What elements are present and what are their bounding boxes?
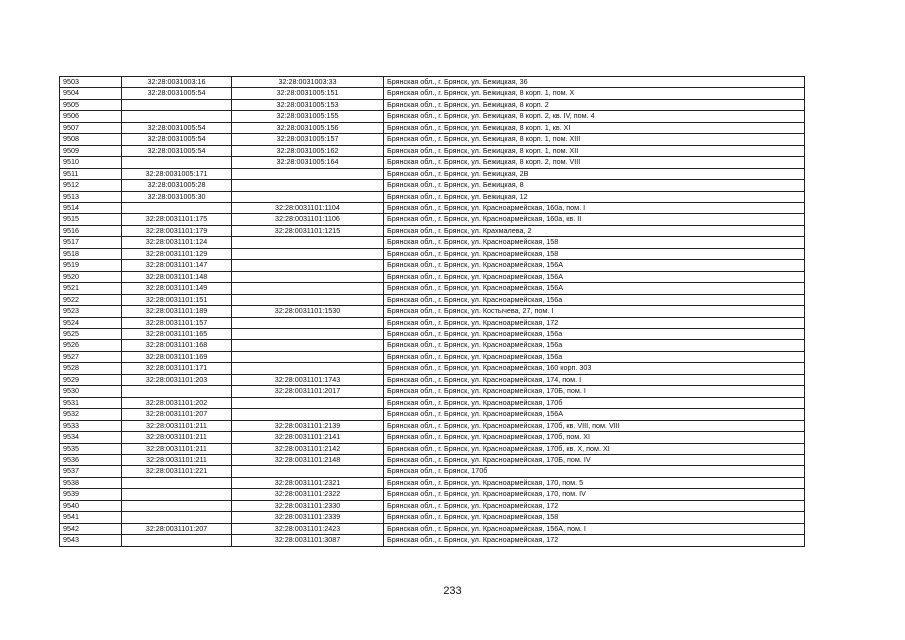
address-cell: Брянская обл., г. Брянск, ул. Бежицкая, 8 корп. 1, пом. XIII <box>384 134 805 145</box>
address-cell: Брянская обл., г. Брянск, ул. Бежицкая, 8 корп. 1, кв. XI <box>384 122 805 133</box>
table-row <box>60 466 805 477</box>
building-cadastral-number-cell: 32:28:0031005:151 <box>232 88 384 99</box>
land-cadastral-number-cell: 32:28:0031101:148 <box>122 271 232 282</box>
land-cadastral-number-cell: 32:28:0031003:16 <box>122 77 232 88</box>
building-cadastral-number-cell <box>232 191 384 202</box>
building-cadastral-number-cell: 32:28:0031005:156 <box>232 122 384 133</box>
land-cadastral-number-cell: 32:28:0031101:165 <box>122 328 232 339</box>
address-cell: Брянская обл., г. Брянск, 170б <box>384 466 805 477</box>
land-cadastral-number-cell: 32:28:0031101:189 <box>122 306 232 317</box>
row-number-cell: 9543 <box>60 535 122 546</box>
land-cadastral-number-cell: 32:28:0031101:168 <box>122 340 232 351</box>
land-cadastral-number-cell: 32:28:0031101:207 <box>122 409 232 420</box>
building-cadastral-number-cell <box>232 260 384 271</box>
table-row <box>60 180 805 191</box>
address-cell: Брянская обл., г. Брянск, ул. Бежицкая, 8 корп. 2, пом. VIII <box>384 157 805 168</box>
land-cadastral-number-cell: 32:28:0031101:211 <box>122 454 232 465</box>
row-number-cell: 9539 <box>60 489 122 500</box>
row-number-cell: 9505 <box>60 99 122 110</box>
table-row <box>60 237 805 248</box>
address-cell: Брянская обл., г. Брянск, ул. Бежицкая, 36 <box>384 77 805 88</box>
row-number-cell: 9517 <box>60 237 122 248</box>
table-row <box>60 145 805 156</box>
row-number-cell: 9512 <box>60 180 122 191</box>
address-cell: Брянская обл., г. Брянск, ул. Красноармейская, 170б, кв. VIII, пом. VIII <box>384 420 805 431</box>
row-number-cell: 9524 <box>60 317 122 328</box>
land-cadastral-number-cell: 32:28:0031101:203 <box>122 374 232 385</box>
row-number-cell: 9532 <box>60 409 122 420</box>
land-cadastral-number-cell <box>122 111 232 122</box>
land-cadastral-number-cell: 32:28:0031101:211 <box>122 420 232 431</box>
table-row <box>60 225 805 236</box>
address-cell: Брянская обл., г. Брянск, ул. Красноармейская, 160а, пом. I <box>384 202 805 213</box>
building-cadastral-number-cell: 32:28:0031101:2423 <box>232 523 384 534</box>
address-cell: Брянская обл., г. Брянск, ул. Красноармейская, 156А <box>384 260 805 271</box>
land-cadastral-number-cell: 32:28:0031101:169 <box>122 351 232 362</box>
row-number-cell: 9522 <box>60 294 122 305</box>
address-cell: Брянская обл., г. Брянск, ул. Красноармейская, 156А <box>384 283 805 294</box>
row-number-cell: 9520 <box>60 271 122 282</box>
building-cadastral-number-cell <box>232 340 384 351</box>
building-cadastral-number-cell: 32:28:0031101:2322 <box>232 489 384 500</box>
table-row <box>60 99 805 110</box>
building-cadastral-number-cell <box>232 283 384 294</box>
land-cadastral-number-cell: 32:28:0031101:149 <box>122 283 232 294</box>
address-cell: Брянская обл., г. Брянск, ул. Красноармейская, 160а, кв. II <box>384 214 805 225</box>
table-row <box>60 294 805 305</box>
table-row <box>60 432 805 443</box>
building-cadastral-number-cell <box>232 168 384 179</box>
address-cell: Брянская обл., г. Брянск, ул. Красноармейская, 172 <box>384 500 805 511</box>
row-number-cell: 9526 <box>60 340 122 351</box>
land-cadastral-number-cell <box>122 99 232 110</box>
building-cadastral-number-cell <box>232 271 384 282</box>
table-row <box>60 420 805 431</box>
table-row <box>60 77 805 88</box>
building-cadastral-number-cell: 32:28:0031101:2148 <box>232 454 384 465</box>
table-row <box>60 443 805 454</box>
row-number-cell: 9506 <box>60 111 122 122</box>
address-cell: Брянская обл., г. Брянск, ул. Бежицкая, 8 корп. 1, пом. XII <box>384 145 805 156</box>
row-number-cell: 9537 <box>60 466 122 477</box>
land-cadastral-number-cell: 32:28:0031101:202 <box>122 397 232 408</box>
address-cell: Брянская обл., г. Брянск, ул. Красноармейская, 172 <box>384 535 805 546</box>
land-cadastral-number-cell <box>122 512 232 523</box>
building-cadastral-number-cell: 32:28:0031005:157 <box>232 134 384 145</box>
row-number-cell: 9509 <box>60 145 122 156</box>
table-row <box>60 409 805 420</box>
table-row <box>60 271 805 282</box>
table-row <box>60 157 805 168</box>
table-row <box>60 111 805 122</box>
row-number-cell: 9519 <box>60 260 122 271</box>
row-number-cell: 9542 <box>60 523 122 534</box>
row-number-cell: 9516 <box>60 225 122 236</box>
building-cadastral-number-cell: 32:28:0031005:164 <box>232 157 384 168</box>
address-cell: Брянская обл., г. Брянск, ул. Красноармейская, 174, пом. I <box>384 374 805 385</box>
table-row <box>60 191 805 202</box>
row-number-cell: 9528 <box>60 363 122 374</box>
row-number-cell: 9538 <box>60 477 122 488</box>
building-cadastral-number-cell: 32:28:0031101:3087 <box>232 535 384 546</box>
address-cell: Брянская обл., г. Брянск, ул. Красноармейская, 170Б, пом. IV <box>384 454 805 465</box>
table-row <box>60 477 805 488</box>
land-cadastral-number-cell <box>122 386 232 397</box>
building-cadastral-number-cell: 32:28:0031101:2142 <box>232 443 384 454</box>
table-row <box>60 489 805 500</box>
row-number-cell: 9511 <box>60 168 122 179</box>
address-cell: Брянская обл., г. Брянск, ул. Красноармейская, 170б <box>384 397 805 408</box>
table-row <box>60 283 805 294</box>
land-cadastral-number-cell <box>122 535 232 546</box>
table-row <box>60 122 805 133</box>
land-cadastral-number-cell: 32:28:0031005:54 <box>122 88 232 99</box>
address-cell: Брянская обл., г. Брянск, ул. Красноармейская, 170б, пом. XI <box>384 432 805 443</box>
land-cadastral-number-cell <box>122 202 232 213</box>
address-cell: Брянская обл., г. Брянск, ул. Бежицкая, 8 <box>384 180 805 191</box>
building-cadastral-number-cell: 32:28:0031101:1215 <box>232 225 384 236</box>
building-cadastral-number-cell <box>232 237 384 248</box>
property-registry-table <box>59 76 805 547</box>
address-cell: Брянская обл., г. Брянск, ул. Красноармейская, 172 <box>384 317 805 328</box>
table-row <box>60 454 805 465</box>
table-row <box>60 260 805 271</box>
land-cadastral-number-cell: 32:28:0031005:30 <box>122 191 232 202</box>
land-cadastral-number-cell: 32:28:0031101:207 <box>122 523 232 534</box>
building-cadastral-number-cell: 32:28:0031101:2321 <box>232 477 384 488</box>
land-cadastral-number-cell: 32:28:0031005:54 <box>122 122 232 133</box>
land-cadastral-number-cell: 32:28:0031101:211 <box>122 443 232 454</box>
table-row <box>60 523 805 534</box>
address-cell: Брянская обл., г. Брянск, ул. Бежицкая, 8 корп. 2 <box>384 99 805 110</box>
page-number: 233 <box>443 585 462 597</box>
address-cell: Брянская обл., г. Брянск, ул. Красноармейская, 170Б, пом. I <box>384 386 805 397</box>
row-number-cell: 9529 <box>60 374 122 385</box>
land-cadastral-number-cell: 32:28:0031005:171 <box>122 168 232 179</box>
land-cadastral-number-cell: 32:28:0031101:179 <box>122 225 232 236</box>
row-number-cell: 9534 <box>60 432 122 443</box>
address-cell: Брянская обл., г. Брянск, ул. Бежицкая, 2В <box>384 168 805 179</box>
address-cell: Брянская обл., г. Брянск, ул. Бежицкая, 8 корп. 2, кв. IV, пом. 4 <box>384 111 805 122</box>
land-cadastral-number-cell <box>122 477 232 488</box>
building-cadastral-number-cell <box>232 328 384 339</box>
table-row <box>60 363 805 374</box>
land-cadastral-number-cell <box>122 500 232 511</box>
row-number-cell: 9507 <box>60 122 122 133</box>
table-row <box>60 317 805 328</box>
registry-table-body <box>60 77 805 547</box>
land-cadastral-number-cell: 32:28:0031101:171 <box>122 363 232 374</box>
address-cell: Брянская обл., г. Брянск, ул. Красноармейская, 156а <box>384 351 805 362</box>
row-number-cell: 9525 <box>60 328 122 339</box>
building-cadastral-number-cell: 32:28:0031101:2017 <box>232 386 384 397</box>
table-row <box>60 535 805 546</box>
land-cadastral-number-cell: 32:28:0031101:124 <box>122 237 232 248</box>
address-cell: Брянская обл., г. Брянск, ул. Красноармейская, 158 <box>384 237 805 248</box>
row-number-cell: 9527 <box>60 351 122 362</box>
building-cadastral-number-cell: 32:28:0031003:33 <box>232 77 384 88</box>
land-cadastral-number-cell: 32:28:0031101:211 <box>122 432 232 443</box>
land-cadastral-number-cell: 32:28:0031101:221 <box>122 466 232 477</box>
address-cell: Брянская обл., г. Брянск, ул. Красноармейская, 160 корп. 303 <box>384 363 805 374</box>
table-row <box>60 386 805 397</box>
building-cadastral-number-cell <box>232 248 384 259</box>
address-cell: Брянская обл., г. Брянск, ул. Крахмалева, 2 <box>384 225 805 236</box>
table-row <box>60 374 805 385</box>
address-cell: Брянская обл., г. Брянск, ул. Красноармейская, 156А <box>384 271 805 282</box>
address-cell: Брянская обл., г. Брянск, ул. Красноармейская, 170, пом. IV <box>384 489 805 500</box>
row-number-cell: 9530 <box>60 386 122 397</box>
building-cadastral-number-cell <box>232 363 384 374</box>
building-cadastral-number-cell: 32:28:0031101:1104 <box>232 202 384 213</box>
building-cadastral-number-cell <box>232 294 384 305</box>
building-cadastral-number-cell: 32:28:0031101:2330 <box>232 500 384 511</box>
land-cadastral-number-cell: 32:28:0031101:151 <box>122 294 232 305</box>
table-row <box>60 397 805 408</box>
table-row <box>60 134 805 145</box>
address-cell: Брянская обл., г. Брянск, ул. Красноармейская, 156а <box>384 328 805 339</box>
building-cadastral-number-cell: 32:28:0031005:162 <box>232 145 384 156</box>
address-cell: Брянская обл., г. Брянск, ул. Красноармейская, 170б, кв. X, пом. XI <box>384 443 805 454</box>
table-row <box>60 168 805 179</box>
land-cadastral-number-cell: 32:28:0031101:147 <box>122 260 232 271</box>
table-row <box>60 248 805 259</box>
address-cell: Брянская обл., г. Брянск, ул. Красноармейская, 156а <box>384 294 805 305</box>
address-cell: Брянская обл., г. Брянск, ул. Красноармейская, 156А, пом. I <box>384 523 805 534</box>
table-row <box>60 88 805 99</box>
table-row <box>60 328 805 339</box>
address-cell: Брянская обл., г. Брянск, ул. Красноармейская, 158 <box>384 248 805 259</box>
land-cadastral-number-cell: 32:28:0031101:175 <box>122 214 232 225</box>
table-row <box>60 340 805 351</box>
building-cadastral-number-cell <box>232 409 384 420</box>
row-number-cell: 9513 <box>60 191 122 202</box>
row-number-cell: 9503 <box>60 77 122 88</box>
row-number-cell: 9508 <box>60 134 122 145</box>
row-number-cell: 9514 <box>60 202 122 213</box>
building-cadastral-number-cell <box>232 466 384 477</box>
address-cell: Брянская обл., г. Брянск, ул. Красноармейская, 156А <box>384 409 805 420</box>
table-row <box>60 512 805 523</box>
building-cadastral-number-cell: 32:28:0031101:2339 <box>232 512 384 523</box>
row-number-cell: 9533 <box>60 420 122 431</box>
address-cell: Брянская обл., г. Брянск, ул. Красноармейская, 156а <box>384 340 805 351</box>
table-row <box>60 500 805 511</box>
land-cadastral-number-cell: 32:28:0031101:157 <box>122 317 232 328</box>
row-number-cell: 9518 <box>60 248 122 259</box>
address-cell: Брянская обл., г. Брянск, ул. Бежицкая, 8 корп. 1, пом. X <box>384 88 805 99</box>
row-number-cell: 9540 <box>60 500 122 511</box>
land-cadastral-number-cell: 32:28:0031005:54 <box>122 145 232 156</box>
building-cadastral-number-cell: 32:28:0031101:1743 <box>232 374 384 385</box>
building-cadastral-number-cell <box>232 180 384 191</box>
land-cadastral-number-cell: 32:28:0031101:129 <box>122 248 232 259</box>
land-cadastral-number-cell <box>122 489 232 500</box>
row-number-cell: 9504 <box>60 88 122 99</box>
row-number-cell: 9536 <box>60 454 122 465</box>
table-row <box>60 351 805 362</box>
row-number-cell: 9541 <box>60 512 122 523</box>
building-cadastral-number-cell <box>232 351 384 362</box>
building-cadastral-number-cell: 32:28:0031101:2141 <box>232 432 384 443</box>
row-number-cell: 9531 <box>60 397 122 408</box>
row-number-cell: 9510 <box>60 157 122 168</box>
land-cadastral-number-cell: 32:28:0031005:28 <box>122 180 232 191</box>
table-row <box>60 214 805 225</box>
building-cadastral-number-cell: 32:28:0031005:155 <box>232 111 384 122</box>
table-row <box>60 202 805 213</box>
row-number-cell: 9523 <box>60 306 122 317</box>
row-number-cell: 9515 <box>60 214 122 225</box>
building-cadastral-number-cell <box>232 397 384 408</box>
building-cadastral-number-cell <box>232 317 384 328</box>
land-cadastral-number-cell <box>122 157 232 168</box>
building-cadastral-number-cell: 32:28:0031005:153 <box>232 99 384 110</box>
address-cell: Брянская обл., г. Брянск, ул. Красноармейская, 170, пом. 5 <box>384 477 805 488</box>
land-cadastral-number-cell: 32:28:0031005:54 <box>122 134 232 145</box>
building-cadastral-number-cell: 32:28:0031101:2139 <box>232 420 384 431</box>
address-cell: Брянская обл., г. Брянск, ул. Красноармейская, 158 <box>384 512 805 523</box>
address-cell: Брянская обл., г. Брянск, ул. Костычева, 27, пом. I <box>384 306 805 317</box>
table-row <box>60 306 805 317</box>
building-cadastral-number-cell: 32:28:0031101:1530 <box>232 306 384 317</box>
row-number-cell: 9521 <box>60 283 122 294</box>
row-number-cell: 9535 <box>60 443 122 454</box>
address-cell: Брянская обл., г. Брянск, ул. Бежицкая, 12 <box>384 191 805 202</box>
building-cadastral-number-cell: 32:28:0031101:1106 <box>232 214 384 225</box>
